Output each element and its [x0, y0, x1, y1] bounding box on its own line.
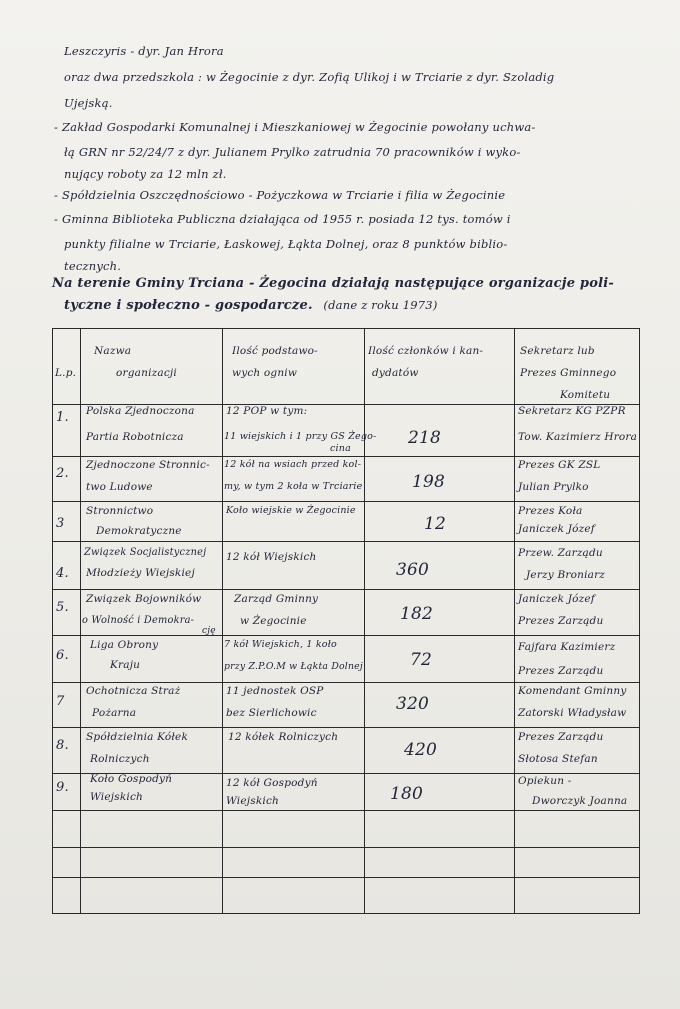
member-count: 420 — [404, 740, 438, 760]
intro-line: łą GRN nr 52/24/7 z dyr. Julianem Prylko zatrudnia 70 pracowników i wyko- — [64, 145, 521, 159]
secretary-name: Fajfara Kazimierz — [518, 641, 616, 653]
header-units: Ilość podstawo- — [232, 345, 318, 357]
secretary-name: Opiekun - — [518, 775, 572, 787]
member-count: 218 — [408, 428, 442, 448]
intro-line: - Spółdzielnia Oszczędnościowo - Pożyczkowa w Trciarie i filia w Żegocinie — [54, 188, 506, 202]
header-secretary: Prezes Gminnego — [520, 367, 617, 379]
row-number: 1. — [56, 410, 69, 425]
organization-name: Kraju — [110, 659, 141, 671]
secretary-name: Komendant Gminny — [518, 685, 627, 697]
header-name: Nazwa — [94, 345, 132, 357]
intro-line: nujący roboty za 12 mln zł. — [64, 167, 227, 181]
intro-line: punkty filialne w Trciarie, Łaskowej, Łąkta Dolnej, oraz 8 punktów biblio- — [64, 237, 508, 251]
header-secretary: Komitetu — [560, 389, 611, 401]
column-divider — [364, 328, 365, 914]
organization-name: cję — [202, 626, 216, 636]
organization-name: Liga Obrony — [90, 639, 159, 651]
organization-name: Koło Gospodyń — [90, 773, 173, 785]
organization-name: o Wolność i Demokra- — [82, 615, 195, 626]
column-divider — [514, 328, 515, 914]
organization-name: Demokratyczne — [96, 525, 182, 537]
member-count: 72 — [410, 650, 433, 670]
organization-name: Zjednoczone Stronnic- — [86, 459, 210, 471]
member-count: 180 — [390, 784, 424, 804]
organization-name: Młodzieży Wiejskiej — [86, 567, 195, 579]
units-text: przy Z.P.O.M w Łąkta Dolnej — [224, 661, 363, 672]
member-count: 12 — [424, 514, 447, 534]
header-members: Ilość członków i kan- — [368, 345, 484, 357]
row-number: 4. — [56, 566, 69, 581]
row-number: 9. — [56, 780, 69, 795]
units-text: 11 jednostek OSP — [226, 685, 324, 697]
secretary-name: Prezes Zarządu — [518, 731, 604, 743]
section-heading: Na terenie Gminy Trciana - Żegocina działają następujące organizacje poli- — [52, 276, 614, 291]
secretary-name: Prezes GK ZSL — [518, 459, 601, 471]
row-divider — [52, 877, 640, 878]
units-text: 12 kół Gospodyń — [226, 777, 318, 789]
row-divider — [52, 847, 640, 848]
column-divider — [80, 328, 81, 914]
intro-line: oraz dwa przedszkola : w Żegocinie z dyr. Zofią Ulikoj i w Trciarie z dyr. Szoladig — [64, 70, 555, 84]
organization-name: Partia Robotnicza — [86, 431, 184, 443]
intro-line: Leszczyris - dyr. Jan Hrora — [64, 44, 224, 58]
secretary-name: Jerzy Broniarz — [526, 569, 606, 581]
secretary-name: Janiczek Józef — [518, 593, 595, 605]
organization-name: two Ludowe — [86, 481, 153, 493]
intro-line: Ujejską. — [64, 96, 113, 110]
column-divider — [222, 328, 223, 914]
units-text: 12 kół Wiejskich — [226, 551, 317, 563]
units-text: 12 POP w tym: — [226, 405, 308, 417]
organization-name: Spółdzielnia Kółek — [86, 731, 189, 743]
intro-line: - Gminna Biblioteka Publiczna działająca od 1955 r. posiada 12 tys. tomów i — [54, 212, 511, 226]
units-text: my, w tym 2 koła w Trciarie — [224, 481, 363, 492]
header-members: dydatów — [372, 367, 419, 379]
intro-line: - Zakład Gospodarki Komunalnej i Mieszkaniowej w Żegocinie powołany uchwa- — [54, 120, 536, 134]
member-count: 198 — [412, 472, 446, 492]
secretary-name: Janiczek Józef — [518, 523, 595, 535]
secretary-name: Przew. Zarządu — [518, 547, 603, 559]
units-text: 7 kół Wiejskich, 1 koło — [224, 639, 337, 650]
section-heading-line2 — [64, 298, 438, 313]
secretary-name: Sekretarz KG PZPR — [518, 405, 626, 417]
header-units: wych ogniw — [232, 367, 298, 379]
row-number: 8. — [56, 738, 69, 753]
organization-name: Pożarna — [92, 707, 137, 719]
member-count: 360 — [396, 560, 430, 580]
organization-name: Wiejskich — [90, 791, 143, 803]
units-text: Zarząd Gminny — [234, 593, 319, 605]
secretary-name: Prezes Koła — [518, 505, 583, 517]
secretary-name: Prezes Zarządu — [518, 665, 604, 677]
row-number: 5. — [56, 600, 69, 615]
header-name: organizacji — [116, 367, 177, 379]
secretary-name: Prezes Zarządu — [518, 615, 604, 627]
header-secretary: Sekretarz lub — [520, 345, 595, 357]
organization-name: Stronnictwo — [86, 505, 154, 517]
organization-name: Polska Zjednoczona — [86, 405, 195, 417]
row-number: 2. — [56, 466, 69, 481]
section-heading-text: tyczne i społeczno - gospodarcze. — [64, 298, 313, 313]
units-text: Wiejskich — [226, 795, 279, 807]
units-text: w Żegocinie — [240, 615, 307, 627]
row-number: 7 — [56, 694, 65, 709]
row-number: 3 — [56, 516, 65, 531]
units-text: Koło wiejskie w Żegocinie — [226, 505, 356, 516]
organization-name: Ochotnicza Straż — [86, 685, 181, 697]
units-text: bez Sierlichowic — [226, 707, 317, 719]
organization-name: Związek Socjalistycznej — [84, 547, 207, 558]
secretary-name: Słotosa Stefan — [518, 753, 598, 765]
secretary-name: Tow. Kazimierz Hrora — [518, 431, 638, 443]
units-text: 12 kół na wsiach przed kol- — [224, 459, 362, 470]
units-text: 12 kółek Rolniczych — [228, 731, 339, 743]
organization-name: Rolniczych — [90, 753, 150, 765]
units-text: 11 wiejskich i 1 przy GS Żego- — [224, 431, 377, 442]
member-count: 320 — [396, 694, 430, 714]
member-count: 182 — [400, 604, 434, 624]
secretary-name: Dworczyk Joanna — [532, 795, 628, 807]
intro-line: tecznych. — [64, 259, 122, 273]
units-text: cina — [330, 443, 351, 454]
organization-name: Związek Bojowników — [86, 593, 202, 605]
row-number: 6. — [56, 648, 69, 663]
header-lp: L.p. — [55, 367, 77, 379]
secretary-name: Julian Prylko — [518, 481, 589, 493]
heading-note: (dane z roku 1973) — [323, 298, 438, 312]
secretary-name: Zatorski Władysław — [518, 707, 627, 719]
